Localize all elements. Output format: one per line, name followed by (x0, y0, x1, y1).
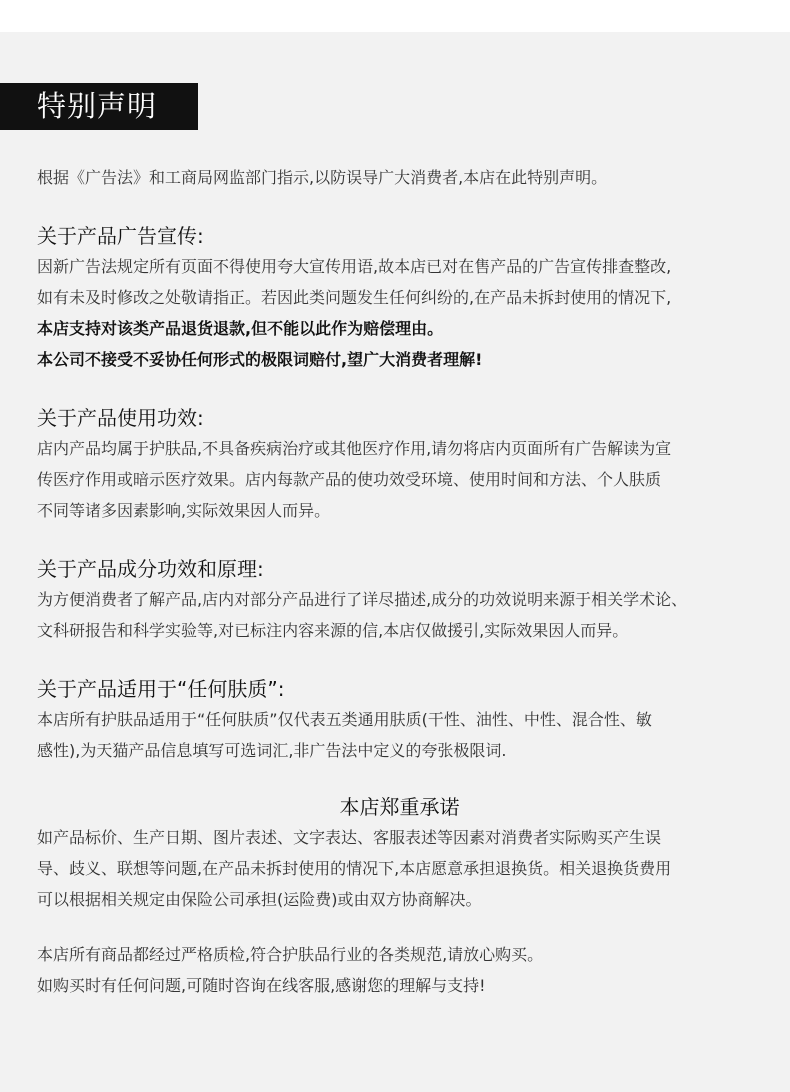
section-line: 文科研报告和科学实验等,对已标注内容来源的信,本店仅做援引,实际效果因人而异。 (37, 621, 629, 640)
section-line: 店内产品均属于护肤品,不具备疾病治疗或其他医疗作用,请勿将店内页面所有广告解读为宣 (37, 439, 672, 458)
promise-line: 如产品标价、生产日期、图片表述、文字表达、客服表述等因素对消费者实际购买产生误 (37, 828, 662, 847)
section-line: 如有未及时修改之处敬请指正。若因此类问题发生任何纠纷的,在产品未拆封使用的情况下, (37, 288, 672, 307)
section-skin-types (37, 674, 762, 766)
section-heading: 关于产品广告宣传: (37, 224, 204, 248)
section-efficacy (37, 403, 762, 526)
section-ingredients (37, 554, 762, 646)
closing-line: 如购买时有任何问题,可随时咨询在线客服,感谢您的理解与支持! (37, 976, 486, 995)
section-heading: 关于产品适用于“任何肤质”: (37, 677, 285, 701)
section-line: 因新广告法规定所有页面不得使用夸大宣传用语,故本店已对在售产品的广告宣传排查整改, (37, 257, 672, 276)
promise-heading: 本店郑重承诺 (339, 795, 460, 819)
section-heading: 关于产品使用功效: (37, 406, 204, 430)
declaration-content (37, 163, 762, 1001)
top-white-strip (0, 0, 790, 32)
section-line: 不同等诸多因素影响,实际效果因人而异。 (37, 501, 331, 520)
section-line: 传医疗作用或暗示医疗效果。店内每款产品的使功效受环境、使用时间和方法、个人肤质 (37, 470, 662, 489)
section-line: 本店所有护肤品适用于“任何肤质”仅代表五类通用肤质(干性、油性、中性、混合性、敏 (37, 710, 652, 729)
section-line: 为方便消费者了解产品,店内对部分产品进行了详尽描述,成分的功效说明来源于相关学术论、 (37, 590, 688, 609)
section-heading: 关于产品成分功效和原理: (37, 557, 264, 581)
section-bold-line: 本店支持对该类产品退货退款,但不能以此作为赔偿理由。 (37, 319, 444, 338)
section-line: 感性),为天猫产品信息填写可选词汇,非广告法中定义的夸张极限词. (37, 741, 507, 760)
spacer (37, 915, 762, 939)
promise-line: 导、歧义、联想等问题,在产品未拆封使用的情况下,本店愿意承担退换货。相关退换货费用 (37, 859, 672, 878)
section-promise (37, 792, 762, 1001)
page-title: 特别声明 (0, 83, 198, 130)
closing-line: 本店所有商品都经过严格质检,符合护肤品行业的各类规范,请放心购买。 (37, 945, 544, 964)
intro-text: 根据《广告法》和工商局网监部门指示,以防误导广大消费者,本店在此特别声明。 (37, 168, 608, 187)
section-advertising (37, 221, 762, 375)
section-bold-line: 本公司不接受不妥协任何形式的极限词赔付,望广大消费者理解! (37, 350, 483, 369)
promise-line: 可以根据相关规定由保险公司承担(运险费)或由双方协商解决。 (37, 890, 482, 909)
